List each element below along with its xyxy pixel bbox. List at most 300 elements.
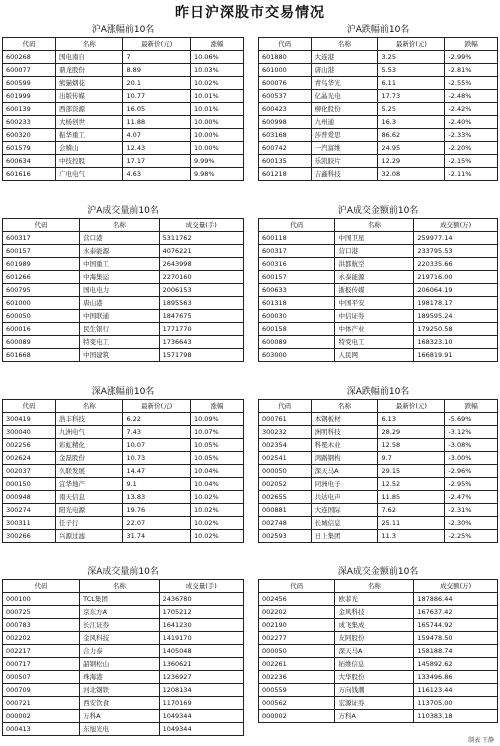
table-cell: 中国重工 [80,258,160,271]
table-cell: 116123.44 [414,684,498,697]
table-row [3,232,244,245]
table-row [259,103,498,116]
table-cell: 10.04% [190,478,243,491]
column-header: 成交量(手) [159,580,243,593]
table-cell: 000050 [259,465,312,478]
table-row [259,349,498,362]
column-header: 成交额(万) [414,219,498,232]
section-sh-volume [2,205,244,362]
table-row [259,284,498,297]
table-row [3,245,244,258]
table-cell: 000559 [259,684,335,697]
table-cell: 002256 [3,439,56,452]
table-row [3,517,244,530]
table-cell: 兴源过滤 [56,530,123,543]
column-header: 最新价(元) [123,400,190,413]
table-cell: 601579 [3,142,56,155]
page-title: 昨日沪深股市交易情况 [175,5,325,21]
table-cell: 青鸟华光 [311,77,378,90]
table-row [259,478,498,491]
table-cell: 168323.10 [414,336,498,349]
table-cell: 600537 [259,90,312,103]
table-cell: -2.40% [445,116,498,129]
table-cell: 日上集团 [311,530,378,543]
table-row [3,116,244,129]
table-cell: 金风科技 [335,606,414,619]
table-cell: 233795.53 [414,245,498,258]
table-cell: 600599 [3,77,56,90]
table-cell: 158188.74 [414,645,498,658]
table-row [259,168,498,181]
table-cell: 吉鑫科技 [311,168,378,181]
table-cell: 13.83 [123,491,190,504]
table-cell: 长城信息 [311,517,378,530]
table-row [259,51,498,64]
column-header: 最新价(元) [378,38,445,51]
table-cell: 金磊股份 [56,452,123,465]
table-cell: 600633 [259,284,335,297]
table-cell: 大杨创世 [56,116,123,129]
table-cell: 唐山港 [311,64,378,77]
table-row [259,504,498,517]
table-cell: 002748 [259,517,312,530]
table-cell: 11.88 [123,116,190,129]
table-cell: -3.08% [445,439,498,452]
table-cell: 600089 [259,336,335,349]
table-row [259,671,498,684]
table-header-row [3,38,244,51]
table-cell: 600317 [3,232,80,245]
table-cell: 601218 [259,168,312,181]
table-row [259,684,498,697]
table-cell: 000948 [3,491,56,504]
table-cell: 任子行 [56,517,123,530]
table-cell: 鸿路钢构 [311,452,378,465]
table-row [259,452,498,465]
table-header-row [259,219,498,232]
table-cell: 韶钢松山 [80,658,160,671]
table-cell: 1049344 [159,723,243,736]
table-cell: 10.02% [190,504,243,517]
table-cell: 浩丰科技 [56,413,123,426]
table-cell: 601989 [3,258,80,271]
table-row [259,517,498,530]
table-row [3,697,244,710]
table-row [3,323,244,336]
table-cell: 7 [123,51,190,64]
table-cell: 广电电气 [56,168,123,181]
section-title: 沪A成交金额前10名 [337,206,419,216]
table-cell: 1895563 [159,297,243,310]
column-header: 名称 [335,219,414,232]
table-cell: 永泰能源 [80,245,160,258]
table-row [259,658,498,671]
table-cell: 金风科技 [80,632,160,645]
table-row [3,491,244,504]
table-cell: 7.43 [123,426,190,439]
table-cell: 002655 [259,491,312,504]
table-cell: 10.09% [190,413,243,426]
table-row [3,271,244,284]
table-cell: 乐凯胶片 [311,155,378,168]
column-header: 最新价(元) [123,38,190,51]
table-cell: TCL集团 [80,593,160,606]
table-cell: 会稽山 [56,142,123,155]
table-row [259,90,498,103]
table-cell: 一汽富维 [311,142,378,155]
section-title: 沪A涨幅前10名 [91,25,155,35]
table-row [259,697,498,710]
table-cell: 8.89 [123,64,190,77]
column-header: 跌幅 [445,38,498,51]
table-cell: 12.52 [378,478,445,491]
table-cell: 鼎龙股份 [56,64,123,77]
table-cell: 本钢板材 [311,413,378,426]
table-row [259,116,498,129]
table-cell: 10.00% [190,116,243,129]
table-cell: 219716.00 [414,271,498,284]
table-cell: 1170169 [159,697,243,710]
table-cell: 600998 [259,116,312,129]
table-cell: -2.31% [445,504,498,517]
table-cell: 11.85 [378,491,445,504]
table-cell: 国电电力 [80,284,160,297]
table-row [3,297,244,310]
table-cell: 河北钢铁 [80,684,160,697]
table-row [3,530,244,543]
table-cell: 29.15 [378,465,445,478]
section-sz-turnover [258,566,498,723]
footer-credit: 制表 王静 [468,737,494,744]
table-row [259,645,498,658]
table-row [3,478,244,491]
table-row [3,452,244,465]
table-cell: 601616 [3,168,56,181]
table-row [3,129,244,142]
table-cell: 洲明科技 [311,426,378,439]
table-cell: 9.98% [190,168,243,181]
table-header-row [259,400,498,413]
section-sh-losers [258,24,498,181]
table-row [259,297,498,310]
table-row [259,77,498,90]
table-cell: 159478.50 [414,632,498,645]
table-cell: 洪都航空 [335,258,414,271]
table-cell: 19.76 [123,504,190,517]
table-cell: 1705212 [159,606,243,619]
table-cell: 600076 [259,77,312,90]
table-cell: 179250.58 [414,323,498,336]
table-cell: 000150 [3,478,56,491]
table-cell: 深天马A [311,465,378,478]
table-cell: -2.42% [445,103,498,116]
table-cell: 12.29 [378,155,445,168]
column-header: 代码 [259,219,335,232]
column-header: 涨幅 [190,400,243,413]
table-cell: 600030 [259,310,335,323]
table-cell: 16.05 [123,103,190,116]
section-title: 深A成交金额前10名 [337,567,419,577]
table-cell: 198178.17 [414,297,498,310]
table-cell: 9.1 [123,478,190,491]
table-row [259,710,498,723]
table-cell: 东旭光电 [80,723,160,736]
table-cell: 友阿股份 [335,632,414,645]
table-cell: -2.48% [445,90,498,103]
table-header-row [3,400,244,413]
table-cell: 5.25 [378,103,445,116]
table-cell: 柳化股份 [311,103,378,116]
table-cell: 000709 [3,684,80,697]
table-cell: 中信证券 [335,310,414,323]
table-cell: 中技控股 [56,155,123,168]
table-cell: 000721 [3,697,80,710]
table-cell: 002456 [259,593,335,606]
column-header: 名称 [80,580,160,593]
table-cell: 145892.62 [414,658,498,671]
table-cell: 000413 [3,723,80,736]
table-cell: 000002 [3,710,80,723]
table-cell: 14.47 [123,465,190,478]
table-cell: 唐山港 [80,297,160,310]
table-cell: 10.05% [190,439,243,452]
table-cell: 万科A [335,710,414,723]
table-cell: 拓维信息 [335,658,414,671]
column-header: 名称 [311,400,378,413]
table-cell: 167637.42 [414,606,498,619]
table-row [3,619,244,632]
table-row [259,155,498,168]
table-cell: 10.00% [190,129,243,142]
table-cell: 603000 [259,349,335,362]
table-cell: 000783 [3,619,80,632]
table-header-row [3,219,244,232]
table-row [3,90,244,103]
table-cell: 133496.86 [414,671,498,684]
table-cell: 10.03% [190,64,243,77]
table-cell: 中国建筑 [80,349,160,362]
table-cell: 002202 [259,606,335,619]
table-cell: 3.25 [378,51,445,64]
table-cell: 长江证券 [80,619,160,632]
table-cell: 002052 [259,478,312,491]
table-cell: 宜华地产 [56,478,123,491]
column-header: 最新价(元) [378,400,445,413]
table-cell: 深天马A [335,645,414,658]
table-cell: 601880 [259,51,312,64]
data-table [258,579,498,723]
table-cell: -2.47% [445,491,498,504]
table-cell: 2270160 [159,271,243,284]
table-row [3,723,244,736]
column-header: 名称 [56,400,123,413]
section-title: 深A成交量前10名 [87,567,159,577]
table-cell: 002190 [259,619,335,632]
table-cell: 000761 [259,413,312,426]
table-cell: 002217 [3,645,80,658]
column-header: 名称 [80,219,160,232]
table-cell: 宏源证券 [335,697,414,710]
table-cell: 187886.44 [414,593,498,606]
table-cell: 1360621 [159,658,243,671]
table-cell: 西部资源 [56,103,123,116]
table-cell: 600742 [259,142,312,155]
table-cell: 中国平安 [335,297,414,310]
table-cell: -2.30% [445,517,498,530]
table-cell: 莎普爱思 [311,129,378,142]
table-cell: 002624 [3,452,56,465]
table-cell: 600157 [3,245,80,258]
data-table [2,37,244,181]
table-cell: 12.43 [123,142,190,155]
table-cell: 九州通 [311,116,378,129]
data-table [2,399,244,543]
column-header: 代码 [3,580,80,593]
table-cell: 300274 [3,504,56,517]
table-row [3,658,244,671]
table-cell: 久联发展 [56,465,123,478]
table-cell: -3.12% [445,426,498,439]
table-row [3,710,244,723]
table-cell: 113705.00 [414,697,498,710]
table-cell: -2.15% [445,155,498,168]
table-cell: 阳光电源 [56,504,123,517]
table-cell: 10.05% [190,452,243,465]
table-cell: 165744.92 [414,619,498,632]
table-row [3,645,244,658]
column-header: 成交额(万) [414,580,498,593]
table-cell: 002354 [259,439,312,452]
table-cell: 5.53 [378,64,445,77]
table-row [3,258,244,271]
data-table [258,218,498,362]
column-header: 代码 [259,38,312,51]
table-cell: 600634 [3,155,56,168]
table-row [259,439,498,452]
table-cell: -2.95% [445,478,498,491]
column-header: 代码 [259,580,335,593]
table-cell: 000562 [259,697,335,710]
table-row [259,465,498,478]
table-cell: 营口港 [80,232,160,245]
table-cell: 民生银行 [80,323,160,336]
table-cell: 000725 [3,606,80,619]
table-row [259,323,498,336]
table-row [3,310,244,323]
table-cell: 1419170 [159,632,243,645]
table-cell: 特变电工 [80,336,160,349]
table-row [259,310,498,323]
table-row [259,413,498,426]
table-row [3,413,244,426]
table-row [259,271,498,284]
table-cell: 002593 [259,530,312,543]
table-cell: 002037 [3,465,56,478]
table-row [3,168,244,181]
table-cell: 10.02% [190,517,243,530]
table-cell: 6.22 [123,413,190,426]
table-cell: 振华重工 [56,129,123,142]
table-cell: 300232 [259,426,312,439]
column-header: 代码 [3,38,56,51]
table-cell: 002236 [259,671,335,684]
section-title: 沪A跌幅前10名 [346,25,410,35]
table-cell: 11.3 [378,530,445,543]
table-cell: 人民网 [335,349,414,362]
table-cell: 601000 [3,297,80,310]
table-cell: 西安饮食 [80,697,160,710]
table-row [3,593,244,606]
table-cell: 600077 [3,64,56,77]
table-row [3,632,244,645]
table-cell: 9.99% [190,155,243,168]
table-cell: 万科A [80,710,160,723]
table-cell: 600135 [259,155,312,168]
table-cell: 科冕木业 [311,439,378,452]
table-cell: 601266 [3,271,80,284]
table-row [3,504,244,517]
table-cell: 共达电声 [311,491,378,504]
table-cell: 25.11 [378,517,445,530]
table-cell: 1049344 [159,710,243,723]
table-cell: 300266 [3,530,56,543]
table-cell: 166819.91 [414,349,498,362]
table-row [3,349,244,362]
table-cell: 大连国际 [311,504,378,517]
column-header: 成交量(手) [159,219,243,232]
table-cell: 南天信息 [56,491,123,504]
table-cell: 000717 [3,658,80,671]
table-cell: 10.06% [190,51,243,64]
table-cell: 出版传媒 [56,90,123,103]
table-cell: 000050 [259,645,335,658]
table-cell: 万向钱潮 [335,684,414,697]
table-cell: 600317 [259,245,335,258]
table-row [259,619,498,632]
section-sh-gainers [2,24,244,181]
table-cell: 中国联通 [80,310,160,323]
table-row [259,593,498,606]
table-cell: 600795 [3,284,80,297]
table-cell: 600016 [3,323,80,336]
table-cell: 206064.19 [414,284,498,297]
table-cell: 中海集运 [80,271,160,284]
table-cell: 220335.66 [414,258,498,271]
table-cell: 1208134 [159,684,243,697]
section-title: 深A涨幅前10名 [91,387,155,397]
section-sz-losers [258,386,498,543]
table-cell: 7.62 [378,504,445,517]
table-cell: -2.55% [445,77,498,90]
table-cell: 259977.14 [414,232,498,245]
table-cell: 000881 [259,504,312,517]
table-cell: 中体产业 [335,323,414,336]
table-cell: 22.07 [123,517,190,530]
table-cell: 000100 [3,593,80,606]
table-cell: 永泰能源 [335,271,414,284]
table-cell: 600423 [259,103,312,116]
table-row [259,258,498,271]
table-row [3,426,244,439]
table-cell: -2.81% [445,64,498,77]
table-cell: 10.01% [190,90,243,103]
table-cell: 九洲电气 [56,426,123,439]
table-cell: 600158 [259,323,335,336]
table-cell: -5.69% [445,413,498,426]
table-cell: 600157 [259,271,335,284]
table-cell: 10.00% [190,142,243,155]
table-cell: 营口港 [335,245,414,258]
